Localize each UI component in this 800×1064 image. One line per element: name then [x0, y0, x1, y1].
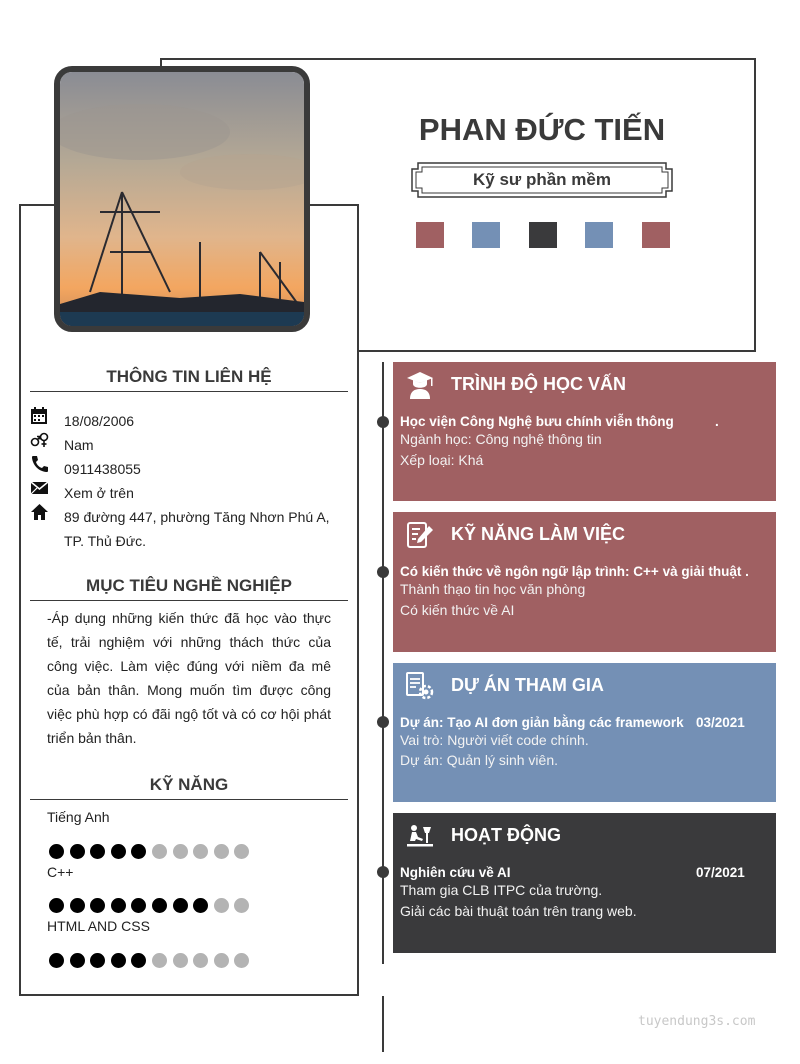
projects-section	[393, 663, 776, 802]
education-title: TRÌNH ĐỘ HỌC VẤN	[451, 374, 626, 394]
activities-title: HOẠT ĐỘNG	[451, 825, 561, 845]
skill-dot-empty	[214, 898, 229, 913]
contact-section-title: THÔNG TIN LIÊN HỆ	[106, 367, 272, 386]
phone-icon	[30, 455, 50, 473]
skill-dot-filled	[70, 953, 85, 968]
activities-section	[393, 813, 776, 953]
skill-name: Tiếng Anh	[47, 809, 110, 825]
skill-name: HTML AND CSS	[47, 918, 150, 934]
phone-text: 0911438055	[64, 461, 141, 477]
education-major: Ngành học: Công nghệ thông tin	[400, 431, 602, 447]
skill-dot-filled	[152, 898, 167, 913]
skill-dot-empty	[214, 844, 229, 859]
divider	[30, 391, 348, 392]
project-name-2: Dự án: Quản lý sinh viên.	[400, 752, 559, 768]
objective-text: -Áp dụng những kiến thức đã học vào thực tế, trải nghiệm với những thách thức của công việc. Làm việc đúng với niềm đa mê của bản thân. Mong muốn tìm được công việc phù hợp có đãi ngộ tốt và có cơ hội phát triển bản thân.	[47, 610, 331, 746]
skill-dot-empty	[152, 953, 167, 968]
gender-text: Nam	[64, 437, 94, 453]
skill-dot-empty	[173, 844, 188, 859]
skill-dot-filled	[70, 844, 85, 859]
project-gear-icon	[405, 671, 435, 701]
education-grade: Xếp loại: Khá	[400, 452, 484, 468]
education-date: .	[715, 414, 719, 429]
color-swatch	[529, 222, 557, 248]
skill-dot-filled	[111, 844, 126, 859]
activity-item: Giải các bài thuật toán trên trang web.	[400, 903, 637, 919]
project-role: Vai trò: Người viết code chính.	[400, 732, 589, 748]
mail-icon	[30, 479, 50, 497]
education-school: Học viện Công Nghệ bưu chính viễn thông	[400, 414, 674, 429]
skill-dot-filled	[173, 898, 188, 913]
gender-icon	[30, 431, 50, 449]
work-skills-section	[393, 512, 776, 652]
timeline-line	[382, 996, 384, 1052]
projects-title: DỰ ÁN THAM GIA	[451, 675, 604, 695]
skill-dot-filled	[49, 953, 64, 968]
calendar-icon	[30, 407, 50, 425]
activity-date: 07/2021	[696, 865, 745, 880]
profile-photo	[54, 66, 310, 332]
work-skill-item: Có kiến thức về ngôn ngữ lập trình: C++ và giải thuật .	[400, 564, 749, 579]
skill-dot-filled	[111, 953, 126, 968]
home-icon	[30, 503, 50, 521]
job-title: Kỹ sư phần mềm	[473, 170, 611, 189]
skill-dot-filled	[111, 898, 126, 913]
project-name: Dự án: Tạo AI đơn giản bằng các framework	[400, 715, 684, 730]
job-title-frame	[410, 161, 674, 199]
candidate-name: PHAN ĐỨC TIẾN	[418, 112, 666, 147]
color-swatch	[585, 222, 613, 248]
divider	[30, 600, 348, 601]
education-section	[393, 362, 776, 501]
activity-icon	[405, 821, 435, 851]
birthdate-text: 18/08/2006	[64, 413, 135, 429]
activity-item: Tham gia CLB ITPC của trường.	[400, 882, 603, 898]
skill-dot-empty	[152, 844, 167, 859]
skill-name: C++	[47, 864, 74, 880]
timeline-dot	[377, 716, 389, 728]
divider	[30, 799, 348, 800]
timeline-dot	[377, 416, 389, 428]
work-skill-item: Có kiến thức về AI	[400, 602, 515, 618]
skills-section-title: KỸ NĂNG	[149, 775, 229, 794]
color-swatch	[642, 222, 670, 248]
project-date: 03/2021	[696, 715, 745, 730]
activity-item: Nghiên cứu về AI	[400, 865, 511, 880]
skill-checklist-icon	[405, 520, 435, 550]
timeline-dot	[377, 866, 389, 878]
work-skill-item: Thành thạo tin học văn phòng	[400, 581, 586, 597]
address-text: 89 đường 447, phường Tăng Nhơn Phú A, TP. Thủ Đức.	[64, 509, 330, 549]
skill-dot-filled	[49, 898, 64, 913]
color-swatch	[416, 222, 444, 248]
graduate-icon	[405, 370, 435, 400]
timeline-dot	[377, 566, 389, 578]
skill-dot-empty	[214, 953, 229, 968]
skill-dot-filled	[70, 898, 85, 913]
objective-section-title: MỤC TIÊU NGHỀ NGHIỆP	[86, 576, 292, 595]
skill-dot-filled	[49, 844, 64, 859]
color-swatch	[472, 222, 500, 248]
skill-dot-empty	[173, 953, 188, 968]
email-text: Xem ở trên	[64, 485, 134, 501]
work-skills-title: KỸ NĂNG LÀM VIỆC	[451, 524, 626, 544]
watermark: tuyendung3s.com	[638, 1014, 756, 1029]
